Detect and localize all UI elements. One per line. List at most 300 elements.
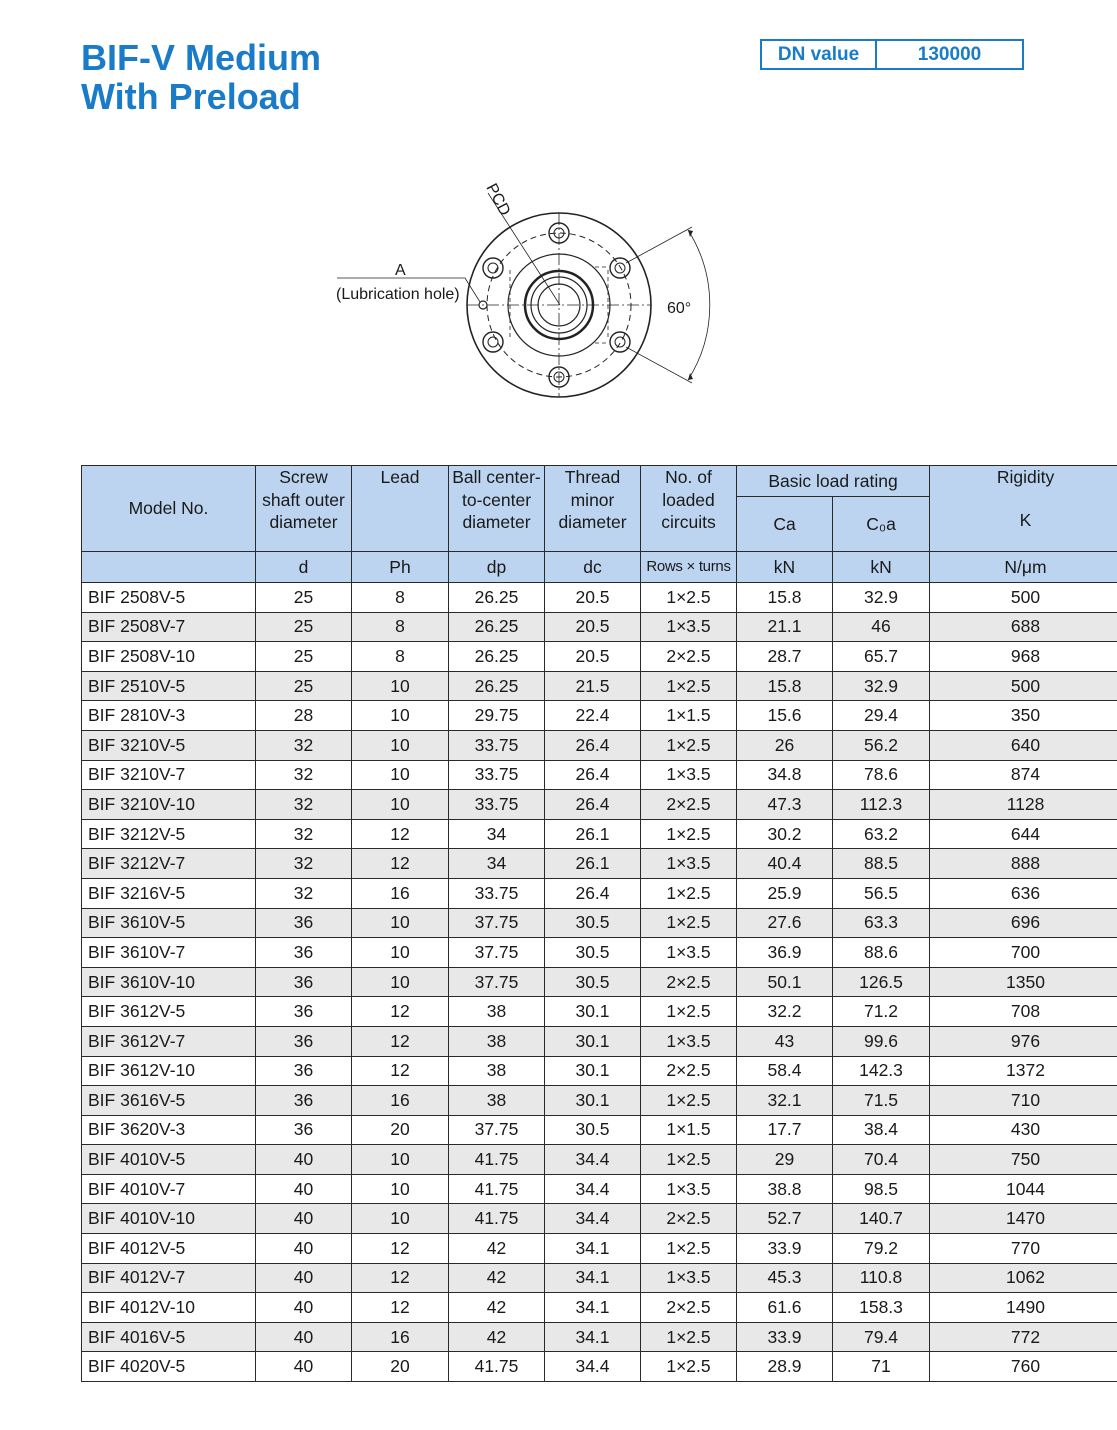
- table-row: [82, 1263, 1117, 1293]
- k-cell: 760: [930, 1352, 1117, 1382]
- nut-flange-diagram: [320, 175, 740, 405]
- dp-cell: 42: [449, 1293, 545, 1323]
- c0a-cell: 32.9: [833, 671, 930, 701]
- c0a-cell: 158.3: [833, 1293, 930, 1323]
- k-cell: 1062: [930, 1263, 1117, 1293]
- ca-cell: 33.9: [737, 1322, 833, 1352]
- model-cell: BIF 3216V-5: [82, 878, 256, 908]
- unit-rows-turns: Rows × turns: [641, 552, 737, 583]
- dp-cell: 41.75: [449, 1174, 545, 1204]
- spec-table: [81, 465, 1117, 1382]
- dc-cell: 26.1: [545, 819, 641, 849]
- d-cell: 36: [256, 1115, 352, 1145]
- d-cell: 25: [256, 642, 352, 672]
- header-load-text: Basic load rating: [768, 470, 898, 491]
- header-ball-l2: to-center: [461, 489, 532, 510]
- ph-cell: 10: [352, 671, 449, 701]
- c0a-cell: 110.8: [833, 1263, 930, 1293]
- ca-cell: 38.8: [737, 1174, 833, 1204]
- c0a-cell: 46: [833, 612, 930, 642]
- table-row: [82, 612, 1117, 642]
- model-cell: BIF 3210V-5: [82, 730, 256, 760]
- bolt-hole-upper-right: [610, 258, 630, 278]
- table-row: [82, 790, 1117, 820]
- d-cell: 36: [256, 908, 352, 938]
- ca-cell: 43: [737, 1026, 833, 1056]
- dc-cell: 34.4: [545, 1352, 641, 1382]
- unit-d: d: [256, 552, 352, 583]
- table-row: [82, 1204, 1117, 1234]
- dc-cell: 21.5: [545, 671, 641, 701]
- dp-cell: 33.75: [449, 790, 545, 820]
- d-cell: 40: [256, 1263, 352, 1293]
- dp-cell: 33.75: [449, 760, 545, 790]
- circuits-cell: 1×2.5: [641, 730, 737, 760]
- ca-cell: 28.7: [737, 642, 833, 672]
- table-row: [82, 849, 1117, 879]
- table-row: [82, 1086, 1117, 1116]
- ph-cell: 10: [352, 760, 449, 790]
- k-cell: 888: [930, 849, 1117, 879]
- table-row: [82, 760, 1117, 790]
- ph-cell: 12: [352, 1234, 449, 1264]
- dc-cell: 30.1: [545, 1026, 641, 1056]
- k-cell: 750: [930, 1145, 1117, 1175]
- circuits-cell: 2×2.5: [641, 790, 737, 820]
- a-label: A: [395, 262, 406, 279]
- table-row: [82, 1056, 1117, 1086]
- header-ball: [449, 466, 545, 552]
- ph-cell: 12: [352, 997, 449, 1027]
- ca-cell: 25.9: [737, 878, 833, 908]
- dp-cell: 38: [449, 1056, 545, 1086]
- unit-model: [82, 552, 256, 583]
- dp-cell: 38: [449, 1086, 545, 1116]
- c0a-cell: 88.5: [833, 849, 930, 879]
- circuits-cell: 2×2.5: [641, 967, 737, 997]
- k-cell: 708: [930, 997, 1117, 1027]
- header-screw-l2: shaft outer: [262, 489, 345, 510]
- table-row: [82, 967, 1117, 997]
- d-cell: 36: [256, 1056, 352, 1086]
- dp-cell: 41.75: [449, 1352, 545, 1382]
- ca-cell: 26: [737, 730, 833, 760]
- ph-cell: 10: [352, 1204, 449, 1234]
- dp-cell: 34: [449, 849, 545, 879]
- k-cell: 1128: [930, 790, 1117, 820]
- circuits-cell: 1×3.5: [641, 1174, 737, 1204]
- header-lead-text: Lead: [380, 467, 420, 487]
- table-row: [82, 1026, 1117, 1056]
- ph-cell: 8: [352, 612, 449, 642]
- ph-cell: 12: [352, 819, 449, 849]
- model-cell: BIF 4010V-5: [82, 1145, 256, 1175]
- c0a-cell: 78.6: [833, 760, 930, 790]
- ca-cell: 50.1: [737, 967, 833, 997]
- ph-cell: 10: [352, 1174, 449, 1204]
- dp-cell: 38: [449, 1026, 545, 1056]
- c0a-cell: 63.3: [833, 908, 930, 938]
- k-cell: 350: [930, 701, 1117, 731]
- table-row: [82, 878, 1117, 908]
- header-thread-l3: diameter: [558, 512, 627, 532]
- unit-ca: kN: [737, 552, 833, 583]
- ca-cell: 58.4: [737, 1056, 833, 1086]
- header-k-text: K: [1019, 509, 1032, 530]
- c0a-cell: 98.5: [833, 1174, 930, 1204]
- ca-cell: 28.9: [737, 1352, 833, 1382]
- angle-ext-top: [626, 227, 692, 263]
- d-cell: 25: [256, 671, 352, 701]
- header-model-text: Model No.: [128, 498, 209, 519]
- header-rigidity-text: Rigidity: [996, 467, 1055, 487]
- dc-cell: 34.4: [545, 1145, 641, 1175]
- ph-cell: 8: [352, 583, 449, 613]
- dc-cell: 26.1: [545, 849, 641, 879]
- c0a-cell: 56.2: [833, 730, 930, 760]
- ca-cell: 33.9: [737, 1234, 833, 1264]
- dp-cell: 33.75: [449, 878, 545, 908]
- header-c0a: [833, 497, 930, 552]
- bolt-hole-upper-left: [483, 258, 503, 278]
- dp-cell: 37.75: [449, 967, 545, 997]
- c0a-cell: 79.2: [833, 1234, 930, 1264]
- table-row: [82, 1115, 1117, 1145]
- dc-cell: 20.5: [545, 583, 641, 613]
- ca-cell: 40.4: [737, 849, 833, 879]
- ca-cell: 52.7: [737, 1204, 833, 1234]
- dp-cell: 42: [449, 1263, 545, 1293]
- k-cell: 430: [930, 1115, 1117, 1145]
- dc-cell: 34.1: [545, 1322, 641, 1352]
- dc-cell: 26.4: [545, 790, 641, 820]
- header-load-rating: [737, 466, 930, 497]
- c0a-cell: 71: [833, 1352, 930, 1382]
- unit-dp: dp: [449, 552, 545, 583]
- c0a-cell: 63.2: [833, 819, 930, 849]
- model-cell: BIF 3612V-5: [82, 997, 256, 1027]
- header-screw: [256, 466, 352, 552]
- ph-cell: 12: [352, 1026, 449, 1056]
- d-cell: 36: [256, 967, 352, 997]
- circuits-cell: 1×2.5: [641, 1322, 737, 1352]
- table-row: [82, 1145, 1117, 1175]
- model-cell: BIF 3610V-5: [82, 908, 256, 938]
- ca-cell: 17.7: [737, 1115, 833, 1145]
- d-cell: 40: [256, 1204, 352, 1234]
- model-cell: BIF 3620V-3: [82, 1115, 256, 1145]
- d-cell: 25: [256, 612, 352, 642]
- ph-cell: 10: [352, 908, 449, 938]
- angle-ext-bottom: [626, 347, 692, 383]
- header-row: [82, 466, 1117, 497]
- circuits-cell: 1×3.5: [641, 760, 737, 790]
- dp-cell: 26.25: [449, 612, 545, 642]
- circuits-cell: 1×2.5: [641, 1234, 737, 1264]
- header-ball-l1: Ball center-: [452, 467, 541, 487]
- table-row: [82, 908, 1117, 938]
- circuits-cell: 1×2.5: [641, 819, 737, 849]
- circuits-cell: 2×2.5: [641, 1056, 737, 1086]
- dp-cell: 26.25: [449, 642, 545, 672]
- ph-cell: 20: [352, 1115, 449, 1145]
- header-thread-l1: Thread: [564, 467, 621, 487]
- k-cell: 500: [930, 583, 1117, 613]
- d-cell: 32: [256, 730, 352, 760]
- dc-cell: 34.4: [545, 1174, 641, 1204]
- dp-cell: 41.75: [449, 1145, 545, 1175]
- lubrication-label: (Lubrication hole): [336, 286, 460, 303]
- d-cell: 40: [256, 1322, 352, 1352]
- dp-cell: 37.75: [449, 908, 545, 938]
- ca-cell: 34.8: [737, 760, 833, 790]
- table-row: [82, 583, 1117, 613]
- dc-cell: 20.5: [545, 612, 641, 642]
- ph-cell: 10: [352, 730, 449, 760]
- table-row: [82, 642, 1117, 672]
- angle-arrow-bottom: [688, 373, 693, 380]
- ph-cell: 16: [352, 878, 449, 908]
- ph-cell: 12: [352, 1263, 449, 1293]
- unit-row: [82, 552, 1117, 583]
- k-cell: 636: [930, 878, 1117, 908]
- d-cell: 32: [256, 819, 352, 849]
- c0a-cell: 29.4: [833, 701, 930, 731]
- ph-cell: 8: [352, 642, 449, 672]
- c0a-cell: 71.5: [833, 1086, 930, 1116]
- ca-cell: 32.2: [737, 997, 833, 1027]
- d-cell: 36: [256, 1026, 352, 1056]
- dp-cell: 37.75: [449, 938, 545, 968]
- table-row: [82, 1293, 1117, 1323]
- d-cell: 40: [256, 1145, 352, 1175]
- header-circ-l3: circuits: [661, 512, 716, 532]
- model-cell: BIF 3610V-10: [82, 967, 256, 997]
- d-cell: 40: [256, 1293, 352, 1323]
- dc-cell: 34.1: [545, 1234, 641, 1264]
- circuits-cell: 1×3.5: [641, 849, 737, 879]
- table-row: [82, 1234, 1117, 1264]
- dc-cell: 30.5: [545, 938, 641, 968]
- dp-cell: 38: [449, 997, 545, 1027]
- dc-cell: 30.1: [545, 1056, 641, 1086]
- k-cell: 688: [930, 612, 1117, 642]
- d-cell: 40: [256, 1352, 352, 1382]
- d-cell: 32: [256, 849, 352, 879]
- angle-arrow-top: [688, 230, 693, 237]
- dc-cell: 34.1: [545, 1263, 641, 1293]
- model-cell: BIF 3612V-7: [82, 1026, 256, 1056]
- header-screw-l1: Screw: [279, 467, 328, 487]
- d-cell: 28: [256, 701, 352, 731]
- ph-cell: 12: [352, 1293, 449, 1323]
- model-cell: BIF 2508V-7: [82, 612, 256, 642]
- k-cell: 976: [930, 1026, 1117, 1056]
- k-cell: 1470: [930, 1204, 1117, 1234]
- table-row: [82, 819, 1117, 849]
- header-ca: [737, 497, 833, 552]
- ca-cell: 29: [737, 1145, 833, 1175]
- d-cell: 25: [256, 583, 352, 613]
- dn-value: 130000: [917, 43, 982, 65]
- unit-ph: Ph: [352, 552, 449, 583]
- dc-cell: 30.1: [545, 997, 641, 1027]
- dp-cell: 33.75: [449, 730, 545, 760]
- d-cell: 32: [256, 760, 352, 790]
- k-cell: 1350: [930, 967, 1117, 997]
- c0a-cell: 140.7: [833, 1204, 930, 1234]
- dp-cell: 34: [449, 819, 545, 849]
- c0a-cell: 88.6: [833, 938, 930, 968]
- title-line-1: BIF-V Medium: [81, 37, 321, 78]
- dc-cell: 20.5: [545, 642, 641, 672]
- circuits-cell: 1×3.5: [641, 612, 737, 642]
- k-cell: 1490: [930, 1293, 1117, 1323]
- circuits-cell: 1×2.5: [641, 878, 737, 908]
- circuits-cell: 2×2.5: [641, 1204, 737, 1234]
- model-cell: BIF 4010V-10: [82, 1204, 256, 1234]
- k-cell: 770: [930, 1234, 1117, 1264]
- model-cell: BIF 4020V-5: [82, 1352, 256, 1382]
- model-cell: BIF 3612V-10: [82, 1056, 256, 1086]
- title-line-2: With Preload: [81, 76, 301, 117]
- c0a-cell: 99.6: [833, 1026, 930, 1056]
- model-cell: BIF 3212V-5: [82, 819, 256, 849]
- header-screw-l3: diameter: [269, 512, 338, 532]
- ph-cell: 10: [352, 790, 449, 820]
- k-cell: 640: [930, 730, 1117, 760]
- ph-cell: 10: [352, 1145, 449, 1175]
- circuits-cell: 1×2.5: [641, 908, 737, 938]
- d-cell: 32: [256, 878, 352, 908]
- dp-cell: 29.75: [449, 701, 545, 731]
- model-cell: BIF 3210V-10: [82, 790, 256, 820]
- table-body: [82, 583, 1117, 1382]
- model-cell: BIF 2810V-3: [82, 701, 256, 731]
- model-cell: BIF 3616V-5: [82, 1086, 256, 1116]
- model-cell: BIF 2508V-5: [82, 583, 256, 613]
- ca-cell: 15.8: [737, 583, 833, 613]
- header-model: [82, 466, 256, 552]
- header-thread: [545, 466, 641, 552]
- c0a-cell: 70.4: [833, 1145, 930, 1175]
- page-title: [81, 38, 321, 116]
- model-cell: BIF 3210V-7: [82, 760, 256, 790]
- model-cell: BIF 2510V-5: [82, 671, 256, 701]
- k-cell: 644: [930, 819, 1117, 849]
- pcd-label: PCD: [482, 180, 514, 219]
- table-row: [82, 1322, 1117, 1352]
- dc-cell: 26.4: [545, 878, 641, 908]
- k-cell: 1044: [930, 1174, 1117, 1204]
- dc-cell: 30.5: [545, 967, 641, 997]
- ca-cell: 21.1: [737, 612, 833, 642]
- header-thread-l2: minor: [570, 489, 615, 510]
- header-ca-text: Ca: [773, 513, 796, 534]
- unit-dc: dc: [545, 552, 641, 583]
- table-row: [82, 938, 1117, 968]
- ca-cell: 45.3: [737, 1263, 833, 1293]
- circuits-cell: 1×2.5: [641, 1086, 737, 1116]
- header-lead: [352, 466, 449, 552]
- d-cell: 32: [256, 790, 352, 820]
- table-row: [82, 701, 1117, 731]
- dc-cell: 34.1: [545, 1293, 641, 1323]
- c0a-cell: 71.2: [833, 997, 930, 1027]
- header-ball-l3: diameter: [462, 512, 531, 532]
- circuits-cell: 1×1.5: [641, 1115, 737, 1145]
- k-cell: 968: [930, 642, 1117, 672]
- dp-cell: 37.75: [449, 1115, 545, 1145]
- c0a-cell: 142.3: [833, 1056, 930, 1086]
- c0a-cell: 38.4: [833, 1115, 930, 1145]
- k-cell: 710: [930, 1086, 1117, 1116]
- circuits-cell: 2×2.5: [641, 642, 737, 672]
- table-row: [82, 997, 1117, 1027]
- d-cell: 36: [256, 997, 352, 1027]
- dc-cell: 30.5: [545, 1115, 641, 1145]
- ph-cell: 12: [352, 1056, 449, 1086]
- d-cell: 36: [256, 938, 352, 968]
- dc-cell: 26.4: [545, 760, 641, 790]
- k-cell: 696: [930, 908, 1117, 938]
- dc-cell: 30.5: [545, 908, 641, 938]
- dc-cell: 34.4: [545, 1204, 641, 1234]
- c0a-cell: 32.9: [833, 583, 930, 613]
- circuits-cell: 1×2.5: [641, 997, 737, 1027]
- bolt-hole-lower-right: [610, 332, 630, 352]
- circuits-cell: 1×3.5: [641, 1026, 737, 1056]
- model-cell: BIF 3610V-7: [82, 938, 256, 968]
- k-cell: 1372: [930, 1056, 1117, 1086]
- dp-cell: 26.25: [449, 583, 545, 613]
- header-circ-l2: loaded: [662, 489, 715, 510]
- k-cell: 700: [930, 938, 1117, 968]
- dp-cell: 26.25: [449, 671, 545, 701]
- ca-cell: 27.6: [737, 908, 833, 938]
- unit-c0a: kN: [833, 552, 930, 583]
- table-row: [82, 1352, 1117, 1382]
- ca-cell: 15.8: [737, 671, 833, 701]
- circuits-cell: 2×2.5: [641, 1293, 737, 1323]
- ph-cell: 12: [352, 849, 449, 879]
- model-cell: BIF 4010V-7: [82, 1174, 256, 1204]
- circuits-cell: 1×3.5: [641, 938, 737, 968]
- header-c0a-text: C₀a: [866, 513, 896, 534]
- circuits-cell: 1×2.5: [641, 583, 737, 613]
- circuits-cell: 1×2.5: [641, 1352, 737, 1382]
- ph-cell: 16: [352, 1086, 449, 1116]
- dc-cell: 26.4: [545, 730, 641, 760]
- d-cell: 40: [256, 1174, 352, 1204]
- ph-cell: 10: [352, 967, 449, 997]
- ph-cell: 16: [352, 1322, 449, 1352]
- circuits-cell: 1×1.5: [641, 701, 737, 731]
- header-circ-l1: No. of: [665, 467, 712, 487]
- ca-cell: 30.2: [737, 819, 833, 849]
- dp-cell: 42: [449, 1234, 545, 1264]
- model-cell: BIF 3212V-7: [82, 849, 256, 879]
- k-cell: 874: [930, 760, 1117, 790]
- circuits-cell: 1×3.5: [641, 1263, 737, 1293]
- dp-cell: 42: [449, 1322, 545, 1352]
- table-row: [82, 1174, 1117, 1204]
- circuits-cell: 1×2.5: [641, 671, 737, 701]
- ca-cell: 15.6: [737, 701, 833, 731]
- model-cell: BIF 4012V-10: [82, 1293, 256, 1323]
- model-cell: BIF 4012V-7: [82, 1263, 256, 1293]
- dn-label: DN value: [762, 41, 877, 68]
